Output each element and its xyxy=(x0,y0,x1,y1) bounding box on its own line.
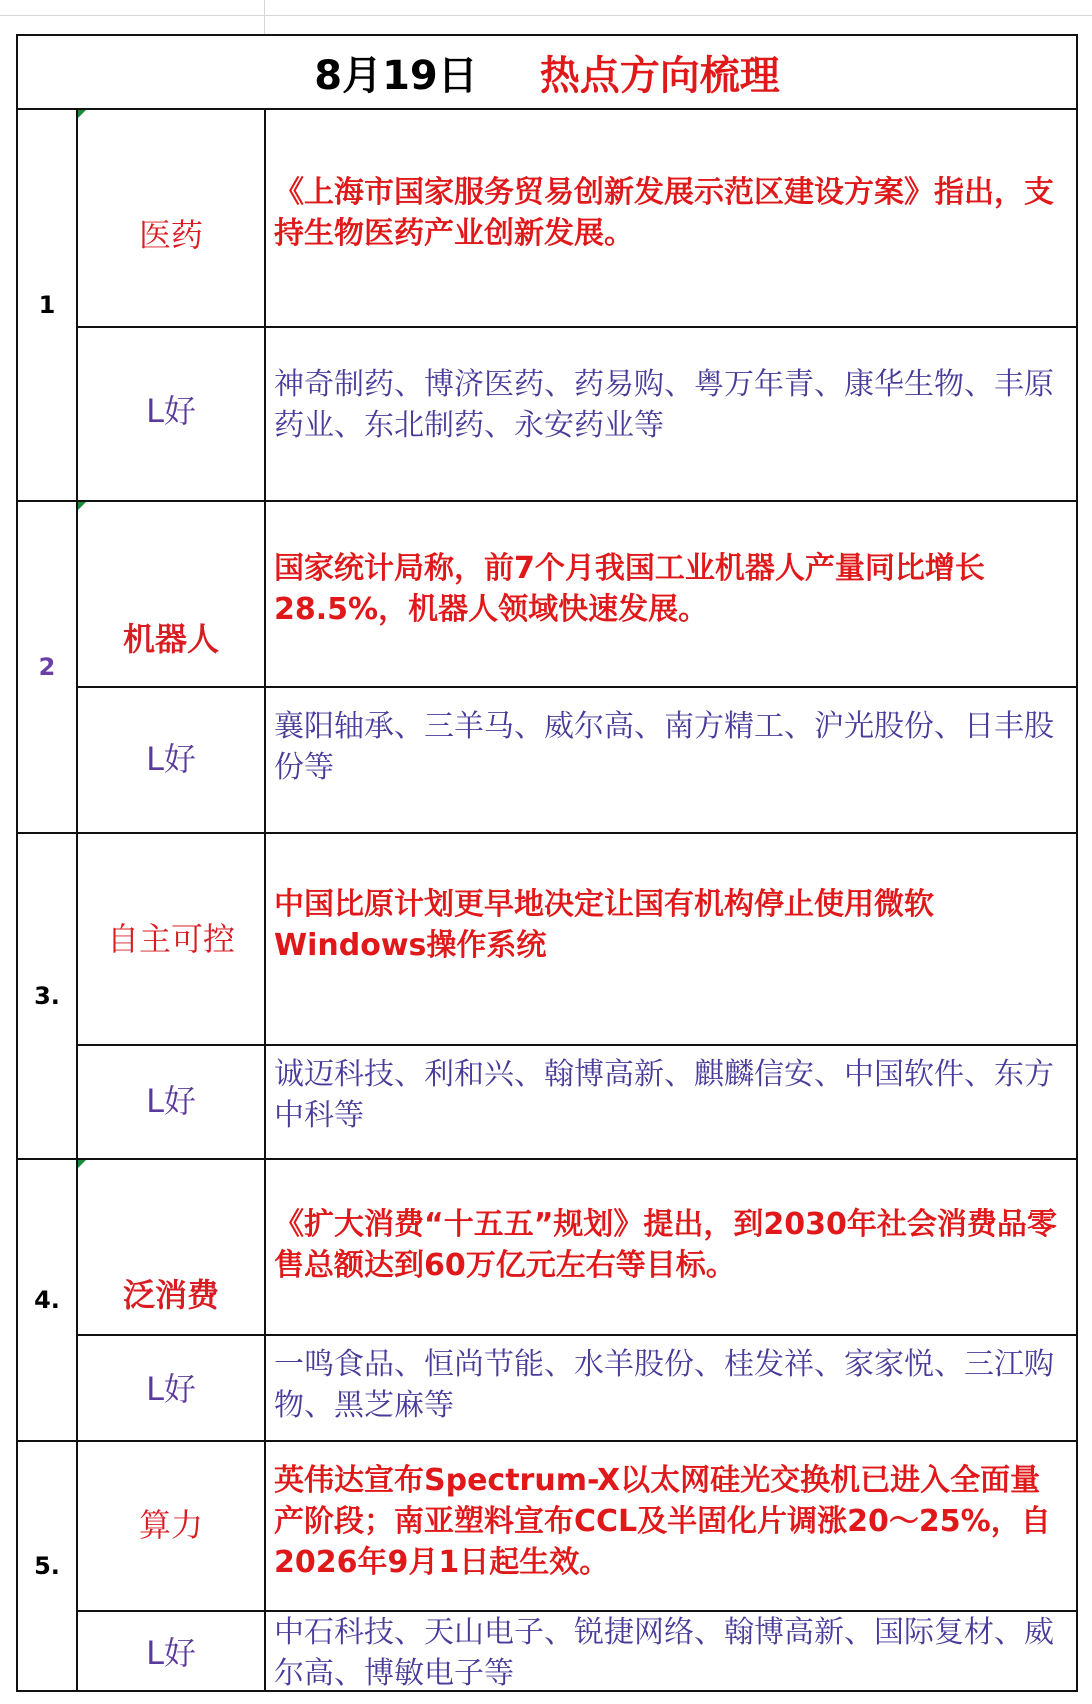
category-label: 自主可控 xyxy=(78,834,266,1044)
news-text: 《上海市国家服务贸易创新发展示范区建设方案》指出，支持生物医药产业创新发展。 xyxy=(274,175,1054,251)
row-number: 1 xyxy=(18,110,78,500)
category-label: 医药 xyxy=(78,110,266,326)
hotspot-table xyxy=(16,34,1078,1692)
news-text: 英伟达宣布Spectrum-X以太网硅光交换机已进入全面量产阶段；南亚塑料宣布CCL及半固化片调涨20～25%，自2026年9月1日起生效。 xyxy=(274,1463,1051,1580)
title-date: 8月19日 xyxy=(314,52,478,99)
stock-list: 襄阳轴承、三羊马、威尔高、南方精工、沪光股份、日丰股份等 xyxy=(274,709,1054,785)
stock-list: 一鸣食品、恒尚节能、水羊股份、桂发祥、家家悦、三江购物、黑芝麻等 xyxy=(274,1347,1054,1423)
table-row xyxy=(18,110,1076,502)
table-row xyxy=(18,502,1076,834)
category-label: 机器人 xyxy=(78,502,266,686)
benefit-label: L好 xyxy=(78,686,266,832)
table-title-row xyxy=(18,36,1076,110)
table-row xyxy=(18,834,1076,1160)
stock-list: 诚迈科技、利和兴、翰博高新、麒麟信安、中国软件、东方中科等 xyxy=(274,1057,1054,1133)
news-text: 国家统计局称，前7个月我国工业机器人产量同比增长28.5%，机器人领域快速发展。 xyxy=(274,551,985,627)
page-title: 热点方向梳理 xyxy=(539,52,780,99)
row-number: 2 xyxy=(18,502,78,832)
benefit-subrow xyxy=(78,1612,1076,1690)
sheet-gridline xyxy=(0,15,1092,16)
news-subrow xyxy=(78,1160,1076,1336)
category-label: 泛消费 xyxy=(78,1160,266,1334)
sheet-gridline xyxy=(264,0,265,34)
benefit-label: L好 xyxy=(78,1044,266,1158)
benefit-label: L好 xyxy=(78,326,266,500)
table-row xyxy=(18,1442,1076,1690)
benefit-subrow xyxy=(78,1334,1076,1440)
category-label: 算力 xyxy=(78,1442,266,1610)
row-number: 4. xyxy=(18,1160,78,1440)
row-number: 3. xyxy=(18,834,78,1158)
benefit-subrow xyxy=(78,1044,1076,1158)
benefit-label: L好 xyxy=(78,1612,266,1690)
news-subrow xyxy=(78,834,1076,1046)
row-number: 5. xyxy=(18,1442,78,1690)
stock-list: 中石科技、天山电子、锐捷网络、翰博高新、国际复材、威尔高、博敏电子等 xyxy=(274,1615,1054,1691)
benefit-label: L好 xyxy=(78,1334,266,1440)
news-text: 中国比原计划更早地决定让国有机构停止使用微软Windows操作系统 xyxy=(274,887,934,963)
table-row xyxy=(18,1160,1076,1442)
news-subrow xyxy=(78,502,1076,688)
stock-list: 神奇制药、博济医药、药易购、粤万年青、康华生物、丰原药业、东北制药、永安药业等 xyxy=(274,367,1054,443)
news-subrow xyxy=(78,110,1076,328)
benefit-subrow xyxy=(78,326,1076,500)
news-subrow xyxy=(78,1442,1076,1612)
benefit-subrow xyxy=(78,686,1076,832)
news-text: 《扩大消费“十五五”规划》提出，到2030年社会消费品零售总额达到60万亿元左右等目标。 xyxy=(274,1207,1057,1283)
